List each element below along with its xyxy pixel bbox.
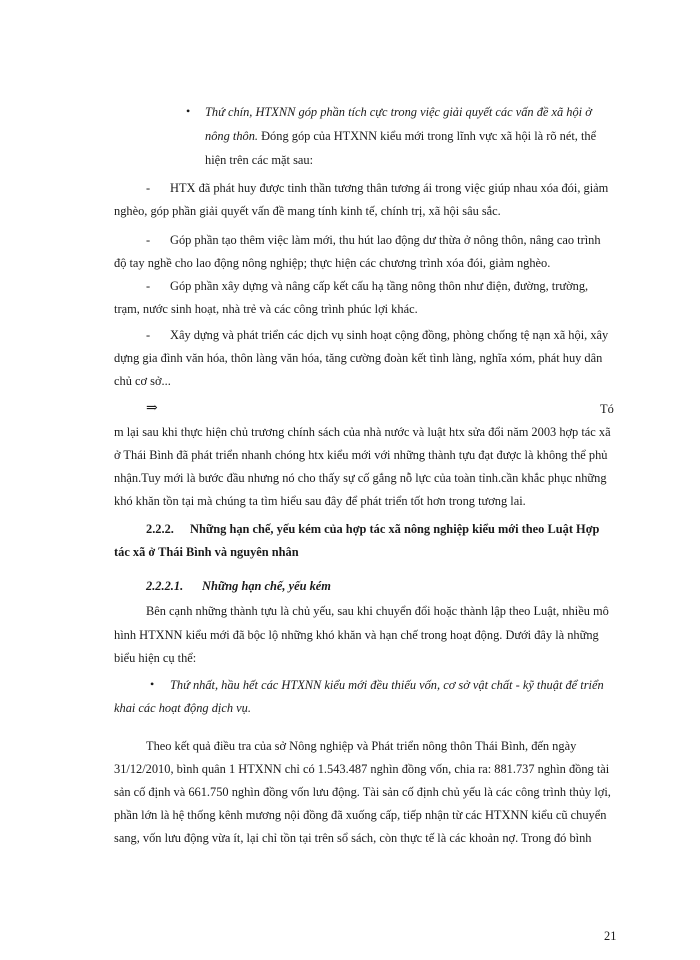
subsection-title: Những hạn chế, yếu kém <box>202 579 331 593</box>
bullet-9-rest: Đóng góp của HTXNN kiểu mới trong lĩnh vực xã hội là rõ nét, thể <box>258 129 597 143</box>
dash-marker: - <box>146 181 151 195</box>
subsection-number: 2.2.2.1. <box>146 579 184 593</box>
section-title-line-a: Những hạn chế, yếu kém của hợp tác xã nông nghiệp kiểu mới theo Luật Hợp <box>190 522 600 536</box>
dash-marker: - <box>146 233 151 247</box>
page-number: 21 <box>604 929 617 943</box>
summary-line-c: nhận.Tuy mới là bước đầu nhưng nó cho thấy sự cố gắng nỗ lực của toàn tỉnh.cần khắc phục những <box>114 471 607 485</box>
dash-4-line-b: dựng gia đình văn hóa, thôn làng văn hóa, tăng cường đoàn kết tình làng, nghĩa xóm, phát huy dân <box>114 351 603 365</box>
survey-line-d: phần lớn là hệ thống kênh mương nội đồng đã xuống cấp, tiếp nhận từ các HTXNN kiểu cũ chuyển <box>114 808 607 822</box>
bullet-9-line-b <box>205 128 596 144</box>
dash-marker: - <box>146 279 151 293</box>
intro-line-b: hình HTXNN kiểu mới đã bộc lộ những khó khăn và hạn chế trong hoạt động. Dưới đây là những <box>114 628 599 642</box>
dash-4-line-a: Xây dựng và phát triển các dịch vụ sinh hoạt cộng đồng, phòng chống tệ nạn xã hội, xây <box>170 328 609 342</box>
dash-4-line-c: chủ cơ sở... <box>114 374 171 388</box>
survey-line-b: 31/12/2010, bình quân 1 HTXNN chỉ có 1.543.487 nghìn đồng vốn, chia ra: 881.737 nghìn đồng tài <box>114 762 610 776</box>
summary-right-word: Tó <box>600 402 614 416</box>
bullet-9-italic: nông thôn. <box>205 129 259 143</box>
summary-line-d: khó khăn tồn tại mà chúng ta tìm hiểu sau đây để phát triển tốt hơn trong tương lai. <box>114 494 526 508</box>
intro-line-a: Bên cạnh những thành tựu là chủ yếu, sau khi chuyển đổi hoặc thành lập theo Luật, nhiều mô <box>146 604 609 618</box>
bullet-marker: • <box>186 104 191 118</box>
intro-line-c: biểu hiện cụ thể: <box>114 651 197 665</box>
survey-line-a: Theo kết quả điều tra của sở Nông nghiệp và Phát triển nông thôn Thái Bình, đến ngày <box>146 739 577 753</box>
summary-line-b: ở Thái Bình đã phát triển nhanh chóng htx kiểu mới với những thành tựu đạt được là không thể phủ <box>114 448 608 462</box>
bullet-9-line-a: Thứ chín, HTXNN góp phần tích cực trong việc giải quyết các vấn đề xã hội ở <box>205 105 592 119</box>
section-number: 2.2.2. <box>146 522 174 536</box>
dash-marker: - <box>146 328 151 342</box>
survey-line-e: sang, vốn lưu động vừa ít, lại chỉ tồn tại trên sổ sách, còn thực tế là các khoản nợ. Trong đó bình <box>114 831 592 845</box>
implies-arrow: ⇒ <box>146 401 158 416</box>
dash-3-line-a: Góp phần xây dựng và nâng cấp kết cấu hạ tầng nông thôn như điện, đường, trường, <box>170 279 589 293</box>
summary-line-a: m lại sau khi thực hiện chủ trương chính sách của nhà nước và luật htx sửa đổi năm 2003 hợp tác xã <box>114 425 611 439</box>
dash-3-line-b: trạm, nước sinh hoạt, nhà trẻ và các công trình phúc lợi khác. <box>114 302 418 316</box>
section-title-line-b: tác xã ở Thái Bình và nguyên nhân <box>114 545 299 559</box>
bullet-1-line-b: khai các hoạt động dịch vụ. <box>114 701 251 715</box>
bullet-marker: • <box>150 677 155 691</box>
survey-line-c: sản cố định và 661.750 nghìn đồng vốn lưu động. Tài sản cố định chủ yếu là các công trình thủy lợi, <box>114 785 611 799</box>
dash-1-line-b: nghèo, góp phần giải quyết vấn đề mang tính kinh tế, chính trị, xã hội sâu sắc. <box>114 204 501 218</box>
dash-2-line-b: độ tay nghề cho lao động nông nghiệp; thực hiện các chương trình xóa đói, giảm nghèo. <box>114 256 551 270</box>
bullet-1-line-a: Thứ nhất, hầu hết các HTXNN kiểu mới đều thiếu vốn, cơ sở vật chất - kỹ thuật để triển <box>170 678 604 692</box>
dash-2-line-a: Góp phần tạo thêm việc làm mới, thu hút lao động dư thừa ở nông thôn, nâng cao trình <box>170 233 601 247</box>
bullet-9-line-c: hiện trên các mặt sau: <box>205 153 314 167</box>
dash-1-line-a: HTX đã phát huy được tinh thần tương thân tương ái trong việc giúp nhau xóa đói, giảm <box>170 181 609 195</box>
